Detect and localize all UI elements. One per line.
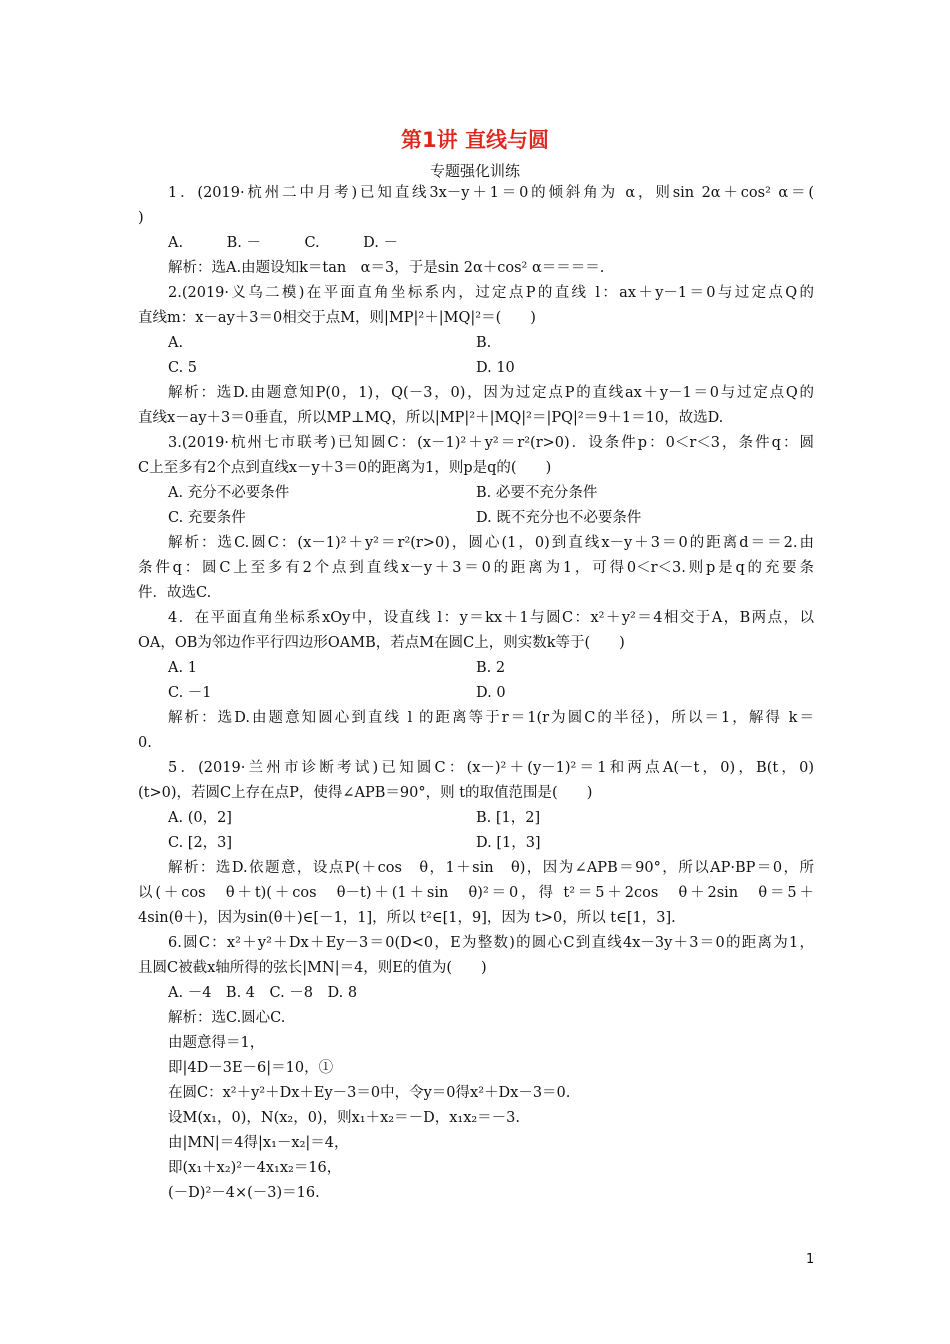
q3-stem-line-2: C上至多有2个点到直线x－y＋3＝0的距离为1，则p是q的( ) <box>138 460 552 476</box>
q2-solution-line-2: 直线x－ay＋3＝0垂直，所以MP⊥MQ，所以|MP|²＋|MQ|²＝|PQ|²＝9＋1＝10，故选D. <box>138 410 724 426</box>
q3-option-d: D. 既不充分也不必要条件 <box>476 510 642 526</box>
q6-options: A. －4 B. 4 C. －8 D. 8 <box>168 985 358 1001</box>
q6-solution-line-4: 在圆C：x²＋y²＋Dx＋Ey－3＝0中，令y＝0得x²＋Dx－3＝0. <box>168 1085 571 1101</box>
q5-option-d: D. [1，3] <box>476 835 541 851</box>
q2-solution-line-1: 解析：选D.由题意知P(0，1)，Q(－3，0)，因为过定点P的直线ax＋y－1＝0与过定点Q的 <box>168 385 814 401</box>
q6-solution-line-5: 设M(x₁，0)，N(x₂，0)，则x₁＋x₂＝－D，x₁x₂＝－3. <box>168 1110 521 1126</box>
q6-stem-line-1: 6.圆C：x²＋y²＋Dx＋Ey－3＝0(D<0，E为整数)的圆心C到直线4x－3y＋3＝0的距离为1， <box>168 935 814 951</box>
q1-solution: 解析：选A.由题设知k＝tan α＝3，于是sin 2α＋cos² α＝＝＝＝. <box>168 260 605 276</box>
q2-stem-line-1: 2.(2019·义乌二模)在平面直角坐标系内，过定点P的直线 l：ax＋y－1＝0与过定点Q的 <box>168 285 814 301</box>
q6-stem-line-2: 且圆C被截x轴所得的弦长|MN|＝4，则E的值为( ) <box>138 960 487 976</box>
q3-option-c: C. 充要条件 <box>168 510 246 526</box>
q2-option-c: C. 5 <box>168 360 198 376</box>
q5-option-b: B. [1，2] <box>476 810 541 826</box>
q4-stem-line-2: OA，OB为邻边作平行四边形OAMB，若点M在圆C上，则实数k等于( ) <box>138 635 625 651</box>
q4-option-b: B. 2 <box>476 660 506 676</box>
q2-option-d: D. 10 <box>476 360 515 376</box>
q5-stem-line-1: 5．(2019·兰州市诊断考试)已知圆C：(x－)²＋(y－1)²＝1和两点A(－t，0)，B(t，0) <box>168 760 814 776</box>
q6-solution-line-3: 即|4D－3E－6|＝10，① <box>168 1060 334 1076</box>
q5-option-a: A. (0，2] <box>168 810 232 826</box>
q2-option-b: B. <box>476 335 492 351</box>
q5-solution-line-1: 解析：选D.依题意，设点P(＋cos θ，1＋sin θ)，因为∠APB＝90°，所以AP·BP＝0，所 <box>168 860 814 876</box>
q6-solution-line-1: 解析：选C.圆心C. <box>168 1010 286 1026</box>
q4-stem-line-1: 4．在平面直角坐标系xOy中，设直线 l：y＝kx＋1与圆C：x²＋y²＝4相交于A，B两点，以 <box>168 610 814 626</box>
q4-option-d: D. 0 <box>476 685 506 701</box>
q3-solution-line-3: 件．故选C. <box>138 585 212 601</box>
q3-option-b: B. 必要不充分条件 <box>476 485 598 501</box>
q3-solution-line-2: 条件q：圆C上至多有2个点到直线x－y＋3＝0的距离为1，可得0＜r＜3.则p是q的充要条 <box>138 560 814 576</box>
q3-option-a: A. 充分不必要条件 <box>168 485 290 501</box>
page-title: 第1讲 直线与圆 <box>401 128 549 152</box>
q2-option-a: A. <box>168 335 184 351</box>
q1-stem-line-2: ) <box>138 210 144 226</box>
q5-solution-line-2: 以(＋cos θ＋t)(＋cos θ－t)＋(1＋sin θ)²＝0，得 t²＝5＋2cos θ＋2sin θ＝5＋ <box>138 885 814 901</box>
q5-stem-line-2: (t>0)，若圆C上存在点P，使得∠APB＝90°，则 t的取值范围是( ) <box>138 785 593 801</box>
q4-option-c: C. －1 <box>168 685 212 701</box>
q6-solution-line-7: 即(x₁＋x₂)²－4x₁x₂＝16， <box>168 1160 342 1176</box>
q5-solution-line-3: 4sin(θ＋)，因为sin(θ＋)∈[－1，1]，所以 t²∈[1，9]，因为 t>0，所以 t∈[1，3]. <box>138 910 676 926</box>
q1-stem-line-1: 1．(2019·杭州二中月考)已知直线3x－y＋1＝0的倾斜角为 α，则sin 2α＋cos² α＝( <box>168 185 814 201</box>
q3-solution-line-1: 解析：选C.圆C：(x－1)²＋y²＝r²(r>0)，圆心(1，0)到直线x－y＋3＝0的距离d＝＝2.由 <box>168 535 814 551</box>
q4-solution-line-1: 解析：选D.由题意知圆心到直线 l 的距离等于r＝1(r为圆C的半径)，所以＝1，解得 k＝ <box>168 710 814 726</box>
page-number: 1 <box>806 1252 815 1267</box>
q5-option-c: C. [2，3] <box>168 835 233 851</box>
q4-solution-line-2: 0. <box>138 735 152 751</box>
q6-solution-line-6: 由|MN|＝4得|x₁－x₂|＝4， <box>168 1135 349 1151</box>
page-subtitle: 专题强化训练 <box>429 162 520 180</box>
q3-stem-line-1: 3.(2019·杭州七市联考)已知圆C：(x－1)²＋y²＝r²(r>0)．设条件p：0＜r＜3，条件q：圆 <box>168 435 814 451</box>
q4-option-a: A. 1 <box>168 660 197 676</box>
q6-solution-line-2: 由题意得＝1， <box>168 1035 265 1051</box>
q1-options: A. B. － C. D. － <box>168 235 398 251</box>
q2-stem-line-2: 直线m：x－ay＋3＝0相交于点M，则|MP|²＋|MQ|²＝( ) <box>138 310 536 326</box>
q6-solution-line-8: (－D)²－4×(－3)＝16. <box>168 1185 320 1201</box>
